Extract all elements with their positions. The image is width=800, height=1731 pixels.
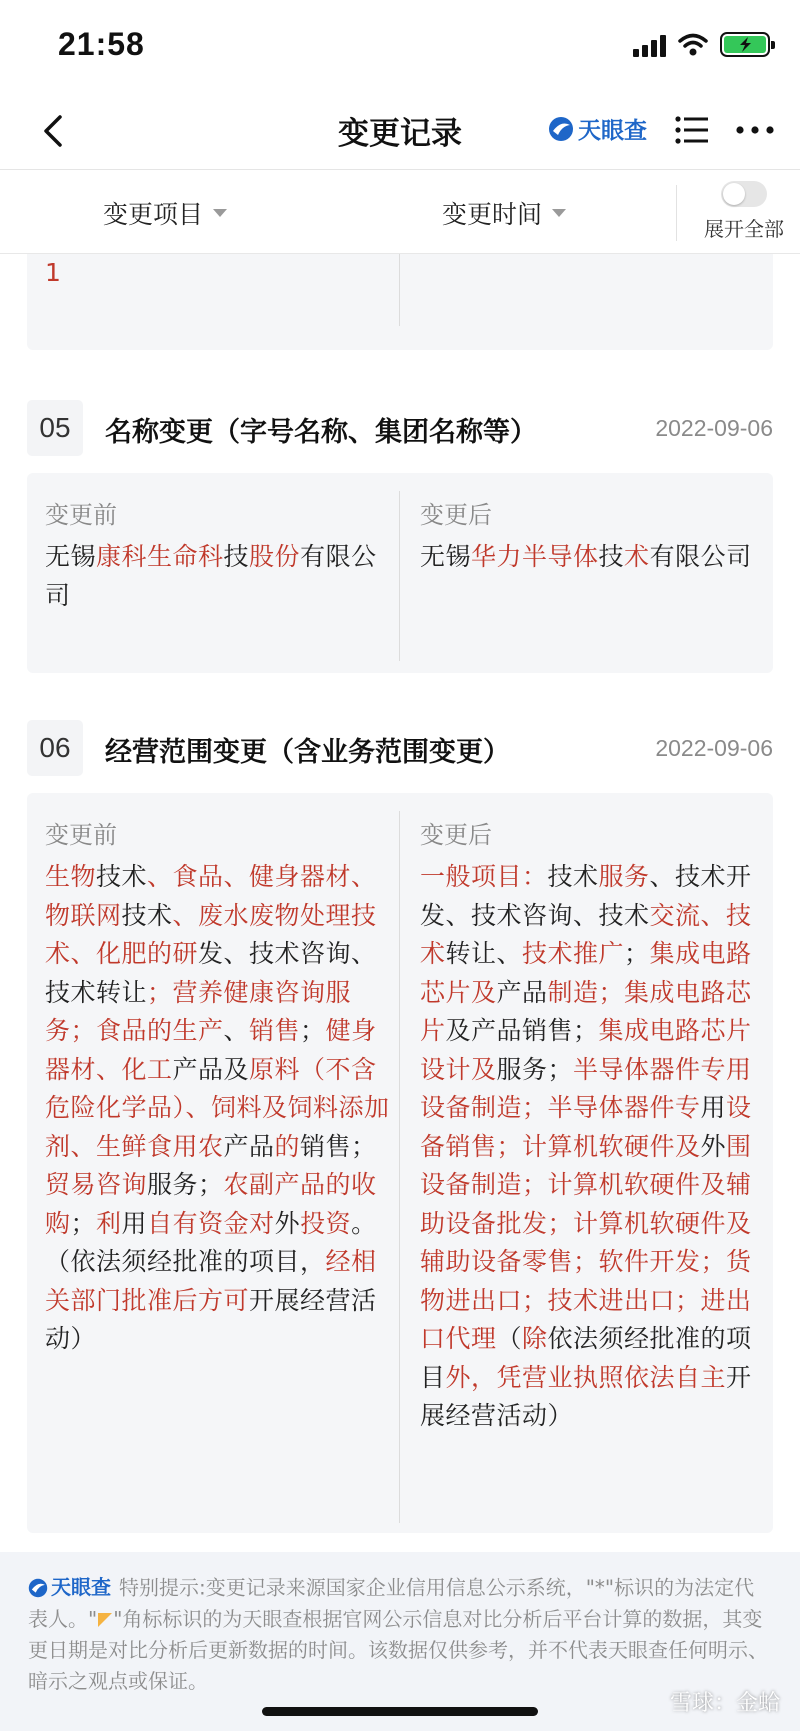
text-segment: 开展经营活动）	[420, 1362, 752, 1430]
changed-text-segment: 服务	[598, 862, 650, 891]
changed-text-segment: 股份	[249, 542, 301, 571]
brand-name: 天眼查	[578, 118, 647, 144]
text-segment: 有限公司	[45, 542, 377, 610]
filter-change-item[interactable]	[103, 195, 227, 231]
caret-down-icon	[552, 209, 566, 217]
record-title: 经营范围变更（含业务范围变更）	[105, 737, 510, 768]
more-options-icon[interactable]	[730, 110, 780, 150]
partial-before-text: 1	[45, 258, 62, 287]
before-label: 变更前	[45, 501, 117, 529]
changed-text-segment: 、废水废物处理技术、化肥的研	[45, 900, 377, 968]
tianyancha-logo-icon	[548, 116, 574, 142]
partial-before-column	[45, 254, 61, 293]
status-icons	[633, 32, 770, 57]
record-card-partial	[27, 254, 773, 350]
changed-text-segment: 集成电路芯片设计及	[420, 1016, 752, 1084]
status-time: 21:58	[58, 26, 145, 62]
page-title: 变更记录	[338, 116, 462, 152]
before-column	[45, 495, 395, 615]
before-text	[45, 858, 395, 1359]
changed-text-segment: 健身器材、化工	[45, 1016, 377, 1084]
after-column	[420, 495, 770, 577]
after-label: 变更后	[420, 821, 492, 849]
changed-text-segment: 术	[624, 542, 650, 571]
home-indicator[interactable]	[262, 1707, 538, 1716]
text-segment: 产品	[223, 1131, 275, 1161]
text-segment: 产品及	[172, 1054, 250, 1084]
column-divider	[399, 254, 400, 326]
status-bar	[0, 0, 800, 90]
record-header	[27, 400, 773, 460]
watermark	[670, 1686, 780, 1717]
text-segment: 依法须经批准的项目	[420, 1324, 752, 1392]
changed-text-segment: 投资	[300, 1208, 352, 1238]
text-segment: 、技术开发、技术咨询、技术	[420, 862, 752, 930]
expand-all-control	[688, 181, 800, 242]
back-arrow-icon[interactable]	[30, 106, 80, 156]
text-segment: 及产品销售；	[445, 1016, 599, 1045]
before-column	[45, 815, 395, 1359]
record-card	[27, 473, 773, 673]
text-segment: 销售；	[300, 1131, 377, 1161]
wifi-icon	[678, 33, 708, 57]
changed-text-segment: 半导体器件专用设备制造；半导体器件专	[420, 1054, 752, 1122]
disclaimer-text-part2: "角标标识的为天眼查根据官网公示信息对比分析后平台计算的数据，其变更日期是对比分析后更新数据的时间。该数据仅供参考，并不代表天眼查任何明示、暗示之观点或保证。	[28, 1606, 768, 1693]
changed-text-segment: 的	[274, 1131, 301, 1161]
caret-down-icon	[213, 209, 227, 217]
record-title: 名称变更（字号名称、集团名称等）	[105, 417, 537, 448]
changed-text-segment: 经相关部门批准后方可	[45, 1247, 377, 1315]
changed-text-segment: 设备销售；计算机软硬件及	[420, 1093, 752, 1161]
filter-change-time[interactable]	[442, 195, 566, 231]
text-segment: 服务；	[496, 1054, 574, 1084]
changed-text-segment: 除	[522, 1324, 548, 1353]
text-segment: 无锡	[45, 542, 97, 571]
text-segment: 无锡	[420, 542, 472, 571]
before-text	[45, 538, 395, 615]
changed-text-segment: 技术推广	[522, 939, 625, 968]
text-segment: 开展经营活动）	[45, 1285, 377, 1353]
expand-all-toggle[interactable]	[721, 181, 767, 207]
filter-change-item-label: 变更项目	[103, 200, 204, 229]
record-card	[27, 793, 773, 1533]
changed-text-segment: 交流、技术	[420, 900, 752, 968]
corner-badge-icon	[97, 1612, 113, 1628]
changed-text-segment: 原料（不含危险化学品）、饲料及饲料添加剂、生鲜食用农	[45, 1054, 390, 1161]
changed-text-segment: 销售	[249, 1016, 301, 1045]
record-number: 06	[27, 720, 83, 776]
record-header	[27, 720, 773, 780]
filter-change-time-label: 变更时间	[442, 200, 543, 229]
text-segment: ；	[70, 1208, 97, 1238]
record-number: 05	[27, 400, 83, 456]
text-segment: ；	[624, 939, 650, 968]
changed-text-segment: 一般项目：	[420, 862, 548, 891]
record-date: 2022-09-06	[655, 415, 773, 441]
text-segment: 发、技术咨询、技术转让	[45, 939, 377, 1007]
text-segment: 技术	[96, 862, 148, 891]
list-menu-icon[interactable]	[672, 110, 712, 150]
text-segment: 技术	[547, 862, 599, 891]
text-segment: 技	[223, 542, 250, 571]
text-segment: 、	[223, 1016, 250, 1045]
changed-text-segment: 华力半导体	[471, 542, 599, 571]
text-segment: ；	[300, 1016, 326, 1045]
text-segment: 转让、	[445, 939, 523, 968]
before-label: 变更前	[45, 821, 117, 849]
cellular-signal-icon	[633, 33, 666, 57]
tianyancha-logo-icon	[28, 1578, 48, 1598]
nav-bar	[0, 90, 800, 170]
filter-divider	[676, 185, 677, 241]
filter-bar	[0, 171, 800, 254]
disclaimer-text	[28, 1572, 774, 1697]
changed-text-segment: 外，凭营业执照依法自主	[445, 1362, 727, 1392]
watermark-text: 雪球：金蛤	[669, 1691, 780, 1716]
column-divider	[399, 811, 400, 1523]
changed-text-segment: 、食品、健身器材、物联网	[45, 862, 377, 930]
text-segment: 服务；	[147, 1170, 224, 1199]
notice-brand-logo	[28, 1572, 111, 1603]
changed-text-segment: 利	[96, 1208, 122, 1238]
record-date: 2022-09-06	[655, 735, 773, 761]
changed-text-segment: 集成电路芯片及	[420, 939, 752, 1007]
changed-text-segment: 围设备制造；计算机软硬件及辅助设备批发；计算机软硬件及辅助设备零售；软件开发；货物进出口；技术进出口；进出口代理	[420, 1131, 752, 1353]
changed-text-segment: 农副产品的收购	[45, 1170, 377, 1238]
text-segment: 用	[700, 1093, 727, 1122]
battery-icon	[720, 32, 770, 57]
after-text	[420, 538, 770, 577]
expand-all-label: 展开全部	[704, 217, 784, 241]
brand-logo[interactable]	[548, 112, 647, 145]
text-segment: 有限公司	[649, 542, 752, 571]
text-segment: 外	[700, 1131, 727, 1161]
text-segment: 产品	[496, 977, 548, 1007]
changed-text-segment: 自有资金对	[147, 1208, 275, 1238]
disclaimer-text-part1: 特别提示:变更记录来源国家企业信用信息公示系统，"*"标识的为法定代表人。"	[28, 1575, 755, 1631]
changed-text-segment: 康科生命科	[96, 542, 224, 571]
text-segment: 。（依法须经批准的项目，	[45, 1208, 377, 1276]
changed-text-segment: 制造；集成电路芯片	[420, 977, 752, 1045]
after-text	[420, 858, 770, 1436]
text-segment: 用	[121, 1208, 148, 1238]
after-label: 变更后	[420, 501, 492, 529]
changed-text-segment: 贸易咨询	[45, 1170, 148, 1199]
changed-text-segment: 生物	[45, 862, 97, 891]
after-column	[420, 815, 770, 1436]
text-segment: （	[496, 1324, 523, 1353]
text-segment: 外	[274, 1208, 301, 1238]
text-segment: 技	[598, 542, 625, 571]
text-segment: 技术	[121, 900, 173, 930]
column-divider	[399, 491, 400, 661]
notice-brand-name: 天眼查	[51, 1575, 111, 1599]
changed-text-segment: ；营养健康咨询服务；食品的生产	[45, 977, 352, 1045]
